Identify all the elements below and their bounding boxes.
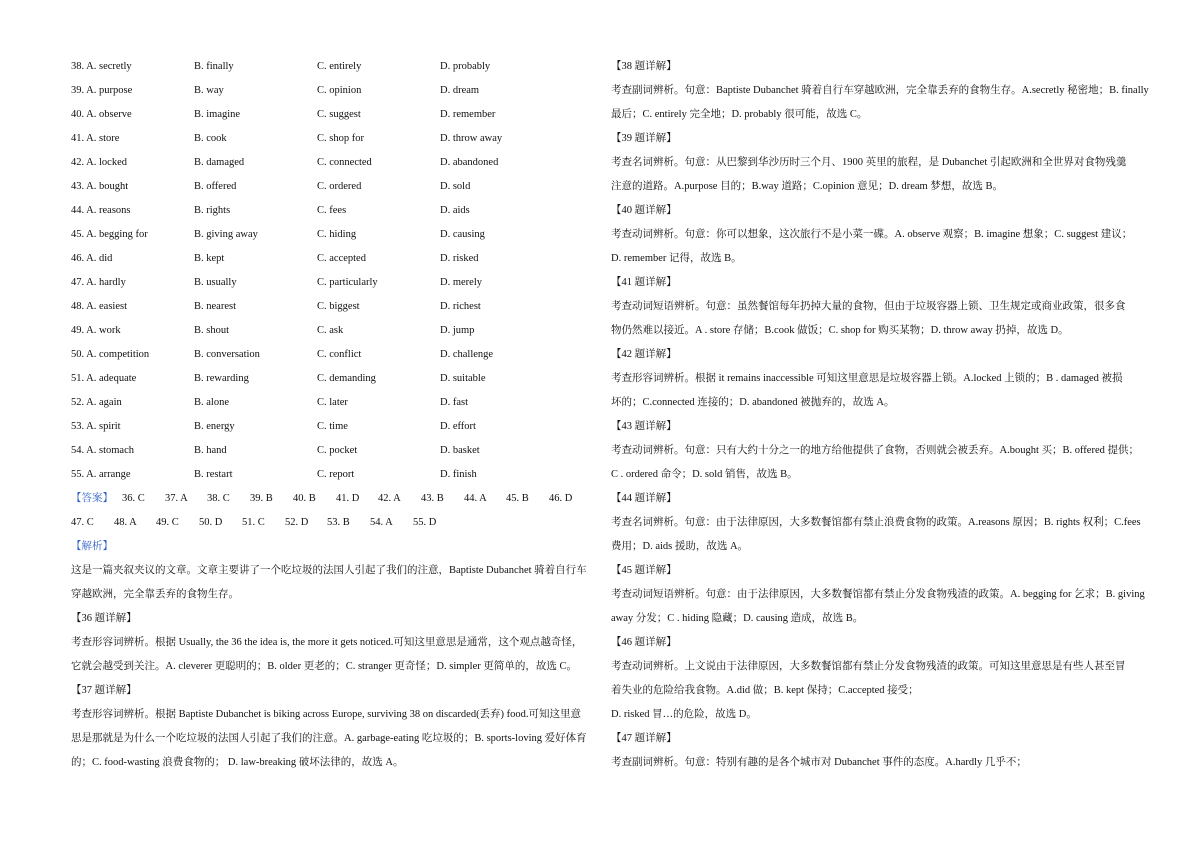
detail-line: 注意的道路。A.purpose 目的；B.way 道路；C.opinion 意见；D. dream 梦想，故选 B。 xyxy=(611,181,1003,192)
option-b: B. finally xyxy=(194,61,234,72)
detail-line: 的；C. food-wasting 浪费食物的； D. law-breaking 破坏法律的，故选 A。 xyxy=(71,757,404,768)
option-c: C. fees xyxy=(317,205,347,216)
question-row xyxy=(71,442,591,466)
question-number: 40. xyxy=(71,109,85,120)
option-c: C. opinion xyxy=(317,85,362,96)
option-a: A. work xyxy=(86,325,121,336)
answer-item: 53. B xyxy=(327,517,350,528)
option-d: D. causing xyxy=(440,229,485,240)
detail-title: 【37 题详解】 xyxy=(71,685,137,696)
option-c: C. later xyxy=(317,397,348,408)
option-a: A. locked xyxy=(86,157,127,168)
question-number-and-option-a xyxy=(71,466,130,484)
question-number-and-option-a xyxy=(71,322,121,340)
question-number: 39. xyxy=(71,85,85,96)
option-b: B. damaged xyxy=(194,157,245,168)
option-a: A. stomach xyxy=(86,445,134,456)
question-row xyxy=(71,106,591,130)
option-a: A. again xyxy=(86,397,122,408)
detail-title: 【44 题详解】 xyxy=(611,493,677,504)
option-c: C. pocket xyxy=(317,445,358,456)
option-d: D. fast xyxy=(440,397,468,408)
option-d: D. aids xyxy=(440,205,470,216)
option-b: B. alone xyxy=(194,397,229,408)
question-row xyxy=(71,298,591,322)
question-number-and-option-a xyxy=(71,58,132,76)
detail-line: 坏的；C.connected 连接的；D. abandoned 被抛弃的，故选 A。 xyxy=(611,397,895,408)
question-number: 53. xyxy=(71,421,85,432)
answer-item: 37. A xyxy=(165,493,188,504)
question-number-and-option-a xyxy=(71,226,148,244)
detail-line: C . ordered 命令；D. sold 销售，故选 B。 xyxy=(611,469,798,480)
question-number: 43. xyxy=(71,181,85,192)
answer-item: 41. D xyxy=(336,493,360,504)
option-b: B. way xyxy=(194,85,224,96)
option-c: C. connected xyxy=(317,157,372,168)
option-d: D. remember xyxy=(440,109,496,120)
answer-label: 【答案】 xyxy=(71,493,113,504)
left-detail-explanations xyxy=(71,610,591,778)
question-row xyxy=(71,250,591,274)
question-number: 54. xyxy=(71,445,85,456)
question-number-and-option-a xyxy=(71,394,122,412)
detail-title: 【40 题详解】 xyxy=(611,205,677,216)
option-b: B. kept xyxy=(194,253,225,264)
question-row xyxy=(71,394,591,418)
option-c: C. particularly xyxy=(317,277,378,288)
option-b: B. imagine xyxy=(194,109,241,120)
option-b: B. hand xyxy=(194,445,227,456)
detail-title: 【42 题详解】 xyxy=(611,349,677,360)
detail-line: 考查名词辨析。句意：从巴黎到华沙历时三个月、1900 英里的旅程，是 Dubanchet 引起欧洲和全世界对食物残羹 xyxy=(611,157,1127,168)
option-d: D. throw away xyxy=(440,133,503,144)
question-number-and-option-a xyxy=(71,130,119,148)
detail-title: 【41 题详解】 xyxy=(611,277,677,288)
question-row xyxy=(71,226,591,250)
option-d: D. dream xyxy=(440,85,480,96)
option-c: C. entirely xyxy=(317,61,362,72)
detail-line: 考查副词辨析。句意：Baptiste Dubanchet 骑着自行车穿越欧洲，完全靠丢弃的食物生存。A.secretly 秘密地；B. finally xyxy=(611,85,1149,96)
question-number: 44. xyxy=(71,205,85,216)
option-a: A. did xyxy=(86,253,113,264)
option-d: D. richest xyxy=(440,301,481,312)
detail-line: 考查动词短语辨析。句意：由于法律原因，大多数餐馆都有禁止分发食物残渣的政策。A. begging for 乞求；B. giving xyxy=(611,589,1145,600)
option-d: D. abandoned xyxy=(440,157,499,168)
answer-item: 52. D xyxy=(285,517,309,528)
question-row xyxy=(71,346,591,370)
answer-item: 55. D xyxy=(413,517,437,528)
option-a: A. spirit xyxy=(86,421,121,432)
answer-item: 38. C xyxy=(207,493,230,504)
option-b: B. shout xyxy=(194,325,230,336)
option-b: B. nearest xyxy=(194,301,236,312)
option-b: B. offered xyxy=(194,181,237,192)
detail-title: 【43 题详解】 xyxy=(611,421,677,432)
option-c: C. conflict xyxy=(317,349,362,360)
question-number: 52. xyxy=(71,397,85,408)
option-c: C. time xyxy=(317,421,348,432)
option-d: D. jump xyxy=(440,325,475,336)
option-d: D. effort xyxy=(440,421,476,432)
answer-item: 47. C xyxy=(71,517,94,528)
question-number: 50. xyxy=(71,349,85,360)
option-b: B. energy xyxy=(194,421,235,432)
question-number-and-option-a xyxy=(71,202,131,220)
question-row xyxy=(71,178,591,202)
option-c: C. biggest xyxy=(317,301,360,312)
answer-item: 36. C xyxy=(122,493,145,504)
answer-key-row-1 xyxy=(71,490,591,514)
answer-item: 39. B xyxy=(250,493,273,504)
option-c: C. shop for xyxy=(317,133,364,144)
question-number-and-option-a xyxy=(71,250,112,268)
option-c: C. accepted xyxy=(317,253,366,264)
question-number-and-option-a xyxy=(71,346,149,364)
option-a: A. purpose xyxy=(86,85,133,96)
detail-line: away 分发；C . hiding 隐藏；D. causing 造成，故选 B。 xyxy=(611,613,864,624)
answer-key-row-2 xyxy=(71,514,591,538)
option-c: C. demanding xyxy=(317,373,376,384)
detail-line: 考查形容词辨析。根据 Usually, the 36 the idea is, the more it gets noticed.可知这里意思是通常，这个观点越奇怪， xyxy=(71,637,583,648)
question-number: 51. xyxy=(71,373,85,384)
option-a: A. begging for xyxy=(86,229,148,240)
detail-title: 【38 题详解】 xyxy=(611,61,677,72)
question-row xyxy=(71,154,591,178)
question-number-and-option-a xyxy=(71,154,127,172)
detail-line: 考查副词辨析。句意：特别有趣的是各个城市对 Dubanchet 事件的态度。A.hardly 几乎不； xyxy=(611,757,1027,768)
right-detail-explanations xyxy=(611,58,1149,778)
option-a: A. arrange xyxy=(86,469,131,480)
intro-line-1: 这是一篇夹叙夹议的文章。文章主要讲了一个吃垃圾的法国人引起了我们的注意，Baptiste Dubanchet 骑着自行车 xyxy=(71,565,587,576)
option-a: A. reasons xyxy=(86,205,131,216)
question-number-and-option-a xyxy=(71,442,134,460)
detail-line: 思是那就是为什么一个吃垃圾的法国人引起了我们的注意。A. garbage-eating 吃垃圾的；B. sports-loving 爱好体育 xyxy=(71,733,587,744)
question-options-list xyxy=(71,58,591,490)
question-row xyxy=(71,202,591,226)
answer-item: 40. B xyxy=(293,493,316,504)
detail-line: 考查形容词辨析。根据 Baptiste Dubanchet is biking across Europe, surviving 38 on discarded(丢弃) food.可知这里意 xyxy=(71,709,582,720)
option-a: A. competition xyxy=(86,349,150,360)
question-row xyxy=(71,58,591,82)
detail-line: 考查形容词辨析。根据 it remains inaccessible 可知这里意思是垃圾容器上锁。A.locked 上锁的；B . damaged 被损 xyxy=(611,373,1123,384)
detail-line: 物仍然难以接近。A . store 存储；B.cook 做饭；C. shop for 购买某物；D. throw away 扔掉，故选 D。 xyxy=(611,325,1069,336)
option-c: C. ask xyxy=(317,325,344,336)
option-c: C. hiding xyxy=(317,229,357,240)
answer-item: 54. A xyxy=(370,517,393,528)
detail-title: 【47 题详解】 xyxy=(611,733,677,744)
option-d: D. sold xyxy=(440,181,471,192)
option-c: C. suggest xyxy=(317,109,361,120)
detail-line: 考查名词辨析。句意：由于法律原因，大多数餐馆都有禁止浪费食物的政策。A.reasons 原因；B. rights 权利；C.fees xyxy=(611,517,1141,528)
option-a: A. hardly xyxy=(86,277,126,288)
option-a: A. secretly xyxy=(86,61,132,72)
question-row xyxy=(71,274,591,298)
right-column xyxy=(611,58,1149,778)
question-number: 55. xyxy=(71,469,85,480)
question-number: 42. xyxy=(71,157,85,168)
detail-line: 考查动词辨析。句意：只有大约十分之一的地方给他提供了食物，否则就会被丢弃。A.bought 买；B. offered 提供； xyxy=(611,445,1139,456)
answer-item: 42. A xyxy=(378,493,401,504)
question-number: 41. xyxy=(71,133,85,144)
question-row xyxy=(71,418,591,442)
question-number: 48. xyxy=(71,301,85,312)
question-number: 47. xyxy=(71,277,85,288)
answer-item: 45. B xyxy=(506,493,529,504)
question-number: 38. xyxy=(71,61,85,72)
detail-title: 【46 题详解】 xyxy=(611,637,677,648)
option-d: D. merely xyxy=(440,277,482,288)
question-number: 49. xyxy=(71,325,85,336)
left-column xyxy=(71,58,591,778)
question-row xyxy=(71,466,591,490)
option-d: D. probably xyxy=(440,61,491,72)
question-number-and-option-a xyxy=(71,370,136,388)
option-a: A. easiest xyxy=(86,301,127,312)
option-b: B. rewarding xyxy=(194,373,249,384)
detail-line: 费用；D. aids 援助，故选 A。 xyxy=(611,541,749,552)
option-d: D. risked xyxy=(440,253,479,264)
question-number-and-option-a xyxy=(71,298,127,316)
question-number-and-option-a xyxy=(71,106,132,124)
detail-line: 考查动词短语辨析。句意：虽然餐馆每年扔掉大量的食物，但由于垃圾容器上锁、卫生规定或商业政策，很多食 xyxy=(611,301,1126,312)
option-c: C. ordered xyxy=(317,181,362,192)
detail-line: 它就会越受到关注。A. cleverer 更聪明的；B. older 更老的；C. stranger 更奇怪；D. simpler 更简单的，故选 C。 xyxy=(71,661,577,672)
detail-line: 考查动词辨析。上文说由于法律原因，大多数餐馆都有禁止分发食物残渣的政策。可知这里意思是有些人甚至冒 xyxy=(611,661,1126,672)
question-number: 46. xyxy=(71,253,85,264)
detail-line: 考查动词辨析。句意：你可以想象，这次旅行不是小菜一碟。A. observe 观察；B. imagine 想象；C. suggest 建议； xyxy=(611,229,1133,240)
question-row xyxy=(71,130,591,154)
question-row xyxy=(71,322,591,346)
option-b: B. cook xyxy=(194,133,227,144)
option-a: A. adequate xyxy=(86,373,137,384)
question-number-and-option-a xyxy=(71,178,128,196)
option-b: B. usually xyxy=(194,277,237,288)
question-number-and-option-a xyxy=(71,274,126,292)
option-a: A. observe xyxy=(86,109,132,120)
detail-line: 着失业的危险给我食物。A.did 做；B. kept 保持；C.accepted 接受； xyxy=(611,685,919,696)
detail-title: 【36 题详解】 xyxy=(71,613,137,624)
detail-title: 【39 题详解】 xyxy=(611,133,677,144)
analysis-label: 【解析】 xyxy=(71,541,113,552)
question-row xyxy=(71,82,591,106)
question-number: 45. xyxy=(71,229,85,240)
answer-item: 48. A xyxy=(114,517,137,528)
detail-title: 【45 题详解】 xyxy=(611,565,677,576)
question-row xyxy=(71,370,591,394)
question-number-and-option-a xyxy=(71,418,121,436)
option-b: B. conversation xyxy=(194,349,260,360)
option-d: D. finish xyxy=(440,469,477,480)
answer-item: 46. D xyxy=(549,493,573,504)
intro-line-2: 穿越欧洲，完全靠丢弃的食物生存。 xyxy=(71,589,239,600)
option-c: C. report xyxy=(317,469,355,480)
option-b: B. restart xyxy=(194,469,233,480)
answer-item: 50. D xyxy=(199,517,223,528)
question-number-and-option-a xyxy=(71,82,132,100)
option-d: D. basket xyxy=(440,445,480,456)
detail-line: 最后；C. entirely 完全地；D. probably 很可能，故选 C。 xyxy=(611,109,868,120)
detail-line: D. risked 冒…的危险，故选 D。 xyxy=(611,709,757,720)
option-d: D. challenge xyxy=(440,349,494,360)
option-d: D. suitable xyxy=(440,373,486,384)
answer-item: 44. A xyxy=(464,493,487,504)
answer-item: 49. C xyxy=(156,517,179,528)
answer-item: 43. B xyxy=(421,493,444,504)
answer-item: 51. C xyxy=(242,517,265,528)
detail-line: D. remember 记得，故选 B。 xyxy=(611,253,742,264)
option-a: A. store xyxy=(86,133,120,144)
option-a: A. bought xyxy=(86,181,129,192)
option-b: B. rights xyxy=(194,205,231,216)
option-b: B. giving away xyxy=(194,229,258,240)
